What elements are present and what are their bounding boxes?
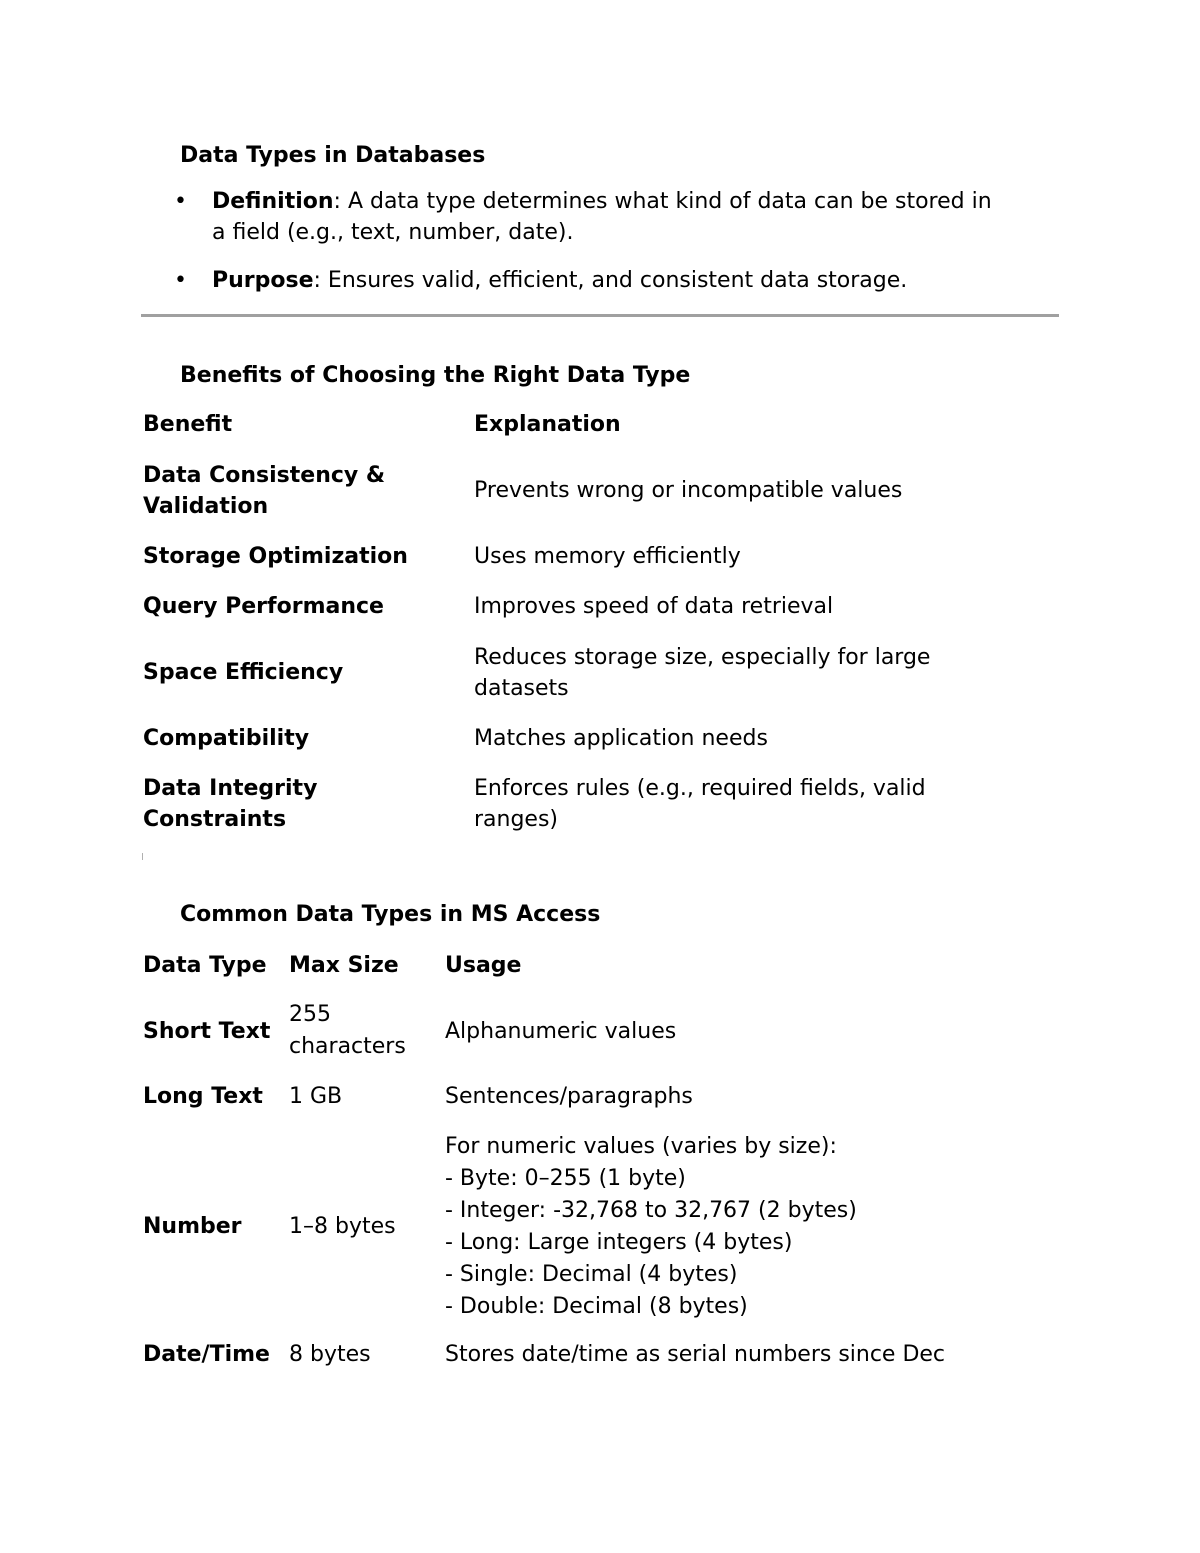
bullet-purpose (170, 265, 1070, 296)
header-max-size: Max Size (289, 953, 399, 978)
explanation-cell: Improves speed of data retrieval (474, 594, 834, 619)
explanation-cell (474, 773, 926, 835)
usage-cell: Sentences/paragraphs (445, 1084, 693, 1109)
header-usage: Usage (445, 953, 522, 978)
bullet-term-definition: Definition (212, 189, 334, 214)
benefit-cell: Compatibility (143, 726, 310, 751)
benefit-cell: Storage Optimization (143, 544, 408, 569)
type-cell: Short Text (143, 1019, 271, 1044)
explanation-cell (474, 642, 930, 704)
explanation-line: Enforces rules (e.g., required fields, valid (474, 776, 926, 801)
size-line: characters (289, 1034, 406, 1059)
usage-line: - Single: Decimal (4 bytes) (445, 1262, 738, 1287)
usage-line: - Integer: -32,768 to 32,767 (2 bytes) (445, 1198, 857, 1223)
type-cell: Long Text (143, 1084, 263, 1109)
bullet-text-definition-line2: a field (e.g., text, number, date). (212, 220, 574, 245)
bullet-text-purpose: Ensures valid, efficient, and consistent data storage. (320, 268, 908, 293)
definition-bullet-list (170, 186, 1070, 296)
size-cell: 8 bytes (289, 1342, 371, 1367)
explanation-line: datasets (474, 676, 569, 701)
benefit-line: Validation (143, 494, 269, 519)
usage-cell: Alphanumeric values (445, 1019, 677, 1044)
size-line: 255 (289, 1002, 331, 1027)
header-benefit: Benefit (143, 412, 233, 437)
benefit-line: Data Integrity (143, 776, 318, 801)
horizontal-rule (141, 314, 1059, 317)
type-cell: Number (143, 1214, 242, 1239)
section-title-benefits: Benefits of Choosing the Right Data Type (180, 363, 691, 388)
usage-cell: Stores date/time as serial numbers since Dec (445, 1342, 946, 1367)
bullet-definition (170, 186, 1070, 248)
explanation-line: ranges) (474, 807, 559, 832)
benefit-cell (143, 460, 385, 522)
usage-line: - Byte: 0–255 (1 byte) (445, 1166, 686, 1191)
usage-cell (445, 1131, 857, 1323)
benefit-line: Constraints (143, 807, 287, 832)
usage-line: For numeric values (varies by size): (445, 1134, 837, 1159)
bullet-text-definition-line1: A data type determines what kind of data can be stored in (340, 189, 992, 214)
benefit-cell (143, 773, 317, 835)
explanation-line: Reduces storage size, especially for large (474, 645, 931, 670)
bullet-dot-icon: • (174, 268, 187, 293)
benefit-line: Data Consistency & (143, 463, 386, 488)
table-edge-mark (142, 853, 143, 860)
section-title-ms-access: Common Data Types in MS Access (180, 902, 601, 927)
explanation-cell: Uses memory efficiently (474, 544, 741, 569)
bullet-term-purpose: Purpose (212, 268, 314, 293)
type-cell: Date/Time (143, 1342, 270, 1367)
bullet-dot-icon: • (174, 189, 187, 214)
header-data-type: Data Type (143, 953, 267, 978)
benefit-cell: Space Efficiency (143, 660, 344, 685)
section-title-data-types: Data Types in Databases (180, 143, 486, 168)
usage-line: - Long: Large integers (4 bytes) (445, 1230, 793, 1255)
usage-line: - Double: Decimal (8 bytes) (445, 1294, 748, 1319)
bullet-sep: : (313, 268, 321, 293)
header-explanation: Explanation (474, 412, 621, 437)
size-cell (289, 999, 406, 1063)
benefit-cell: Query Performance (143, 594, 384, 619)
size-cell: 1 GB (289, 1084, 343, 1109)
bullet-sep: : (333, 189, 341, 214)
size-cell: 1–8 bytes (289, 1214, 396, 1239)
explanation-cell: Matches application needs (474, 726, 768, 751)
explanation-cell: Prevents wrong or incompatible values (474, 478, 903, 503)
